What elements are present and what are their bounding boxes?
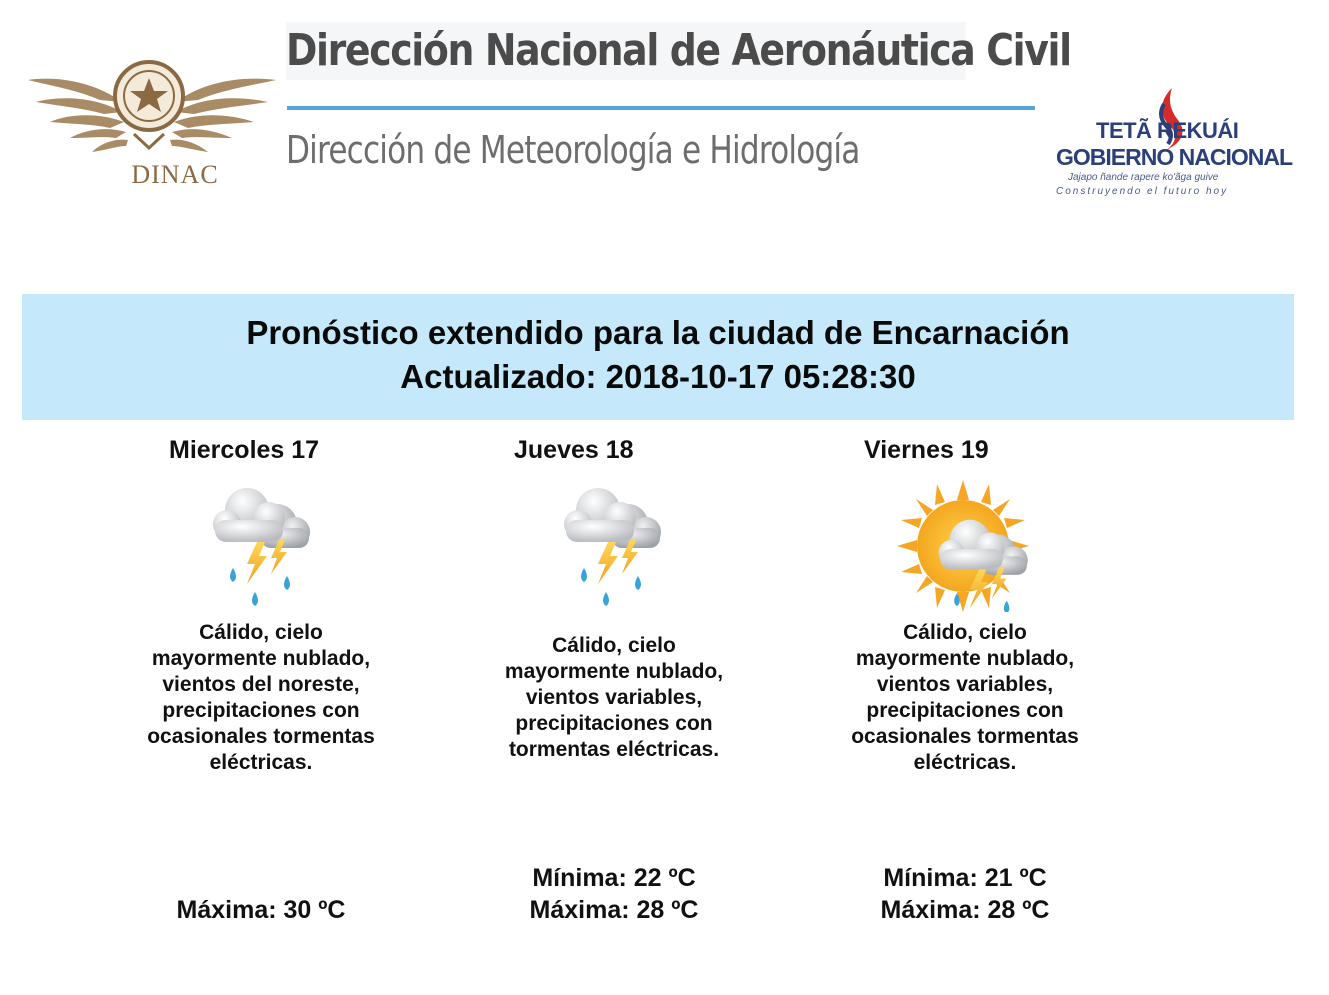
forecast-updated-time: Actualizado: 2018-10-17 05:28:30 [400,358,916,395]
org-title: Dirección Nacional de Aeronáutica Civil [286,22,965,80]
org-subtitle: Dirección de Meteorología e Hidrología [286,128,860,172]
dinac-logo [22,40,282,200]
government-logo [1052,86,1292,206]
day-description: Cálido, cielo mayormente nublado, vientos del noreste, precipitaciones con ocasionales tormentas eléctricas. [147,621,375,774]
forecast-day-card [845,436,1085,936]
gov-logo-motto-guarani: Jajapo ñande rapere ko'ãga guive [1068,172,1219,183]
storm-rain-icon [558,484,662,614]
min-temperature: Mínima: 22 ºC [532,864,696,892]
gov-logo-line2: GOBIERNO NACIONAL [1056,144,1292,170]
day-name: Viernes 19 [864,436,989,464]
title-divider [287,106,1035,110]
sun-storm-icon [897,480,1029,612]
min-temperature: Mínima: 21 ºC [883,864,1047,892]
day-description: Cálido, cielo mayormente nublado, vientos variables, precipitaciones con tormentas eléctricas. [504,634,724,761]
max-temperature: Máxima: 28 ºC [529,896,699,924]
page-header [0,0,1329,230]
max-temperature: Máxima: 28 ºC [880,896,1050,924]
forecast-day-card [494,436,734,936]
forecast-title: Pronóstico extendido para la ciudad de Encarnación [246,314,1070,351]
max-temperature: Máxima: 30 ºC [176,896,346,924]
forecast-banner [22,294,1294,420]
gov-logo-line1: TETÃ REKUÁI [1096,118,1239,143]
day-name: Miercoles 17 [169,436,320,464]
forecast-day-card [141,436,381,936]
day-name: Jueves 18 [514,436,634,464]
day-description: Cálido, cielo mayormente nublado, vientos variables, precipitaciones con ocasionales tormentas eléctricas. [851,621,1079,774]
dinac-logo-text: DINAC [131,160,219,189]
gov-logo-motto-spanish: Construyendo el futuro hoy [1056,186,1229,197]
storm-rain-icon [207,484,311,614]
